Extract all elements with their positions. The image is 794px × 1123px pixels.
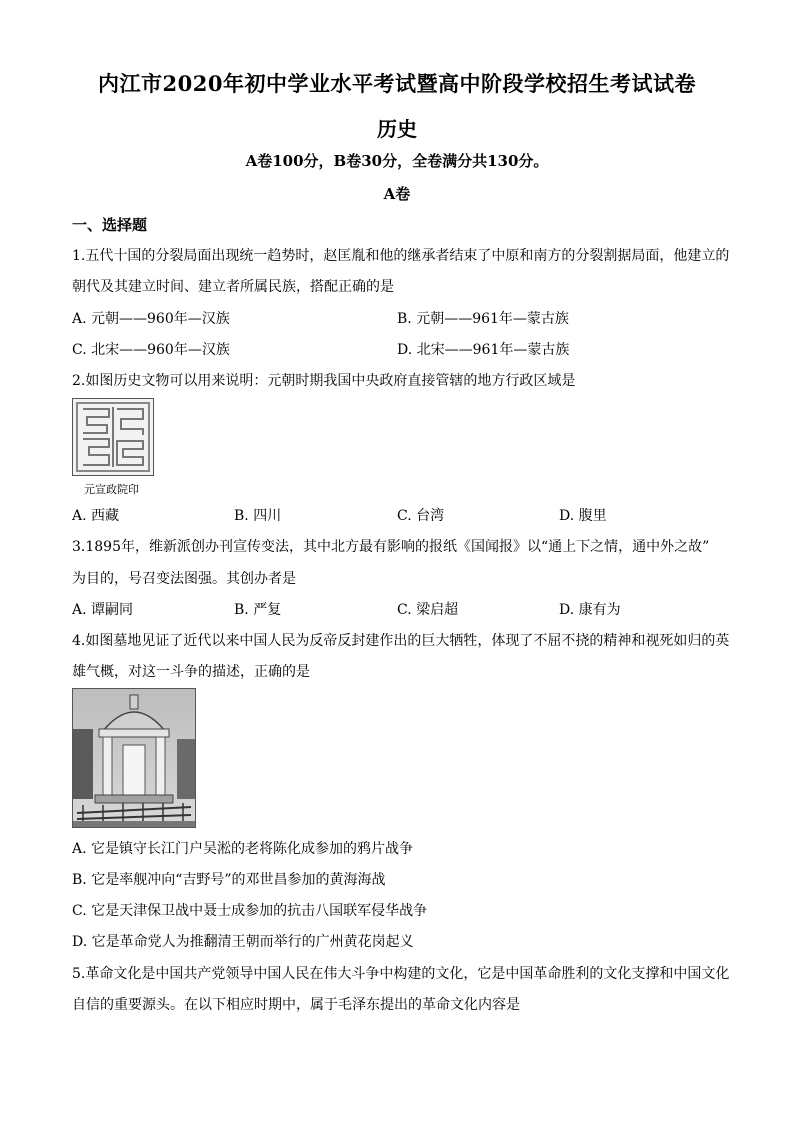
question-1-option-c: C. 北宋——960年—汉族 — [72, 342, 230, 358]
question-1-line-1: 1.五代十国的分裂局面出现统一趋势时，赵匡胤和他的继承者结束了中原和南方的分裂割据局面，他建立的 — [72, 248, 730, 264]
section-heading: 一、选择题 — [72, 216, 148, 234]
question-4-option-c: C. 它是天津保卫战中聂士成参加的抗击八国联军侵华战争 — [72, 903, 428, 919]
question-4-option-d: D. 它是革命党人为推翻清王朝而举行的广州黄花岗起义 — [72, 934, 414, 950]
seal-caption: 元宣政院印 — [84, 483, 139, 496]
question-3-line-2: 为目的，号召变法图强。其创办者是 — [72, 571, 296, 587]
question-3-option-a: A. 谭嗣同 — [72, 602, 134, 618]
question-2-option-b: B. 四川 — [234, 508, 282, 524]
question-4-line-1: 4.如图墓地见证了近代以来中国人民为反帝反封建作出的巨大牺牲，体现了不屈不挠的精神和视死如归的英 — [72, 633, 730, 649]
scoring-note: A卷100分，B卷30分，全卷满分共130分。 — [245, 152, 549, 170]
question-2-option-c: C. 台湾 — [397, 508, 445, 524]
section-label: A卷 — [383, 185, 411, 203]
question-3-option-b: B. 严复 — [234, 602, 282, 618]
subject-title: 历史 — [377, 117, 417, 141]
question-2-option-a: A. 西藏 — [72, 508, 120, 524]
exam-title: 内江市2020年初中学业水平考试暨高中阶段学校招生考试试卷 — [98, 71, 696, 96]
question-5-line-1: 5.革命文化是中国共产党领导中国人民在伟大斗争中构建的文化，它是中国革命胜利的文化支撑和中国文化 — [72, 966, 730, 982]
question-1-option-a: A. 元朝——960年—汉族 — [72, 311, 230, 327]
question-4-line-2: 雄气概，对这一斗争的描述，正确的是 — [72, 664, 310, 680]
seal-image — [72, 398, 154, 476]
question-1-option-b: B. 元朝——961年—蒙古族 — [397, 311, 569, 327]
question-3-option-d: D. 康有为 — [559, 602, 621, 618]
question-2-option-d: D. 腹里 — [559, 508, 607, 524]
question-3-line-1: 3.1895年，维新派创办刊宣传变法，其中北方最有影响的报纸《国闻报》以“通上下之情，通中外之故” — [72, 539, 710, 555]
question-4-option-a: A. 它是镇守长江门户吴淞的老将陈化成参加的鸦片战争 — [72, 841, 414, 857]
question-5-line-2: 自信的重要源头。在以下相应时期中，属于毛泽东提出的革命文化内容是 — [72, 997, 520, 1013]
question-2-line-1: 2.如图历史文物可以用来说明：元朝时期我国中央政府直接管辖的地方行政区域是 — [72, 373, 576, 389]
question-4-option-b: B. 它是率舰冲向“吉野号”的邓世昌参加的黄海海战 — [72, 872, 386, 888]
question-1-line-2: 朝代及其建立时间、建立者所属民族，搭配正确的是 — [72, 279, 394, 295]
question-1-option-d: D. 北宋——961年—蒙古族 — [397, 342, 570, 358]
memorial-photo — [72, 688, 196, 828]
question-3-option-c: C. 梁启超 — [397, 602, 459, 618]
